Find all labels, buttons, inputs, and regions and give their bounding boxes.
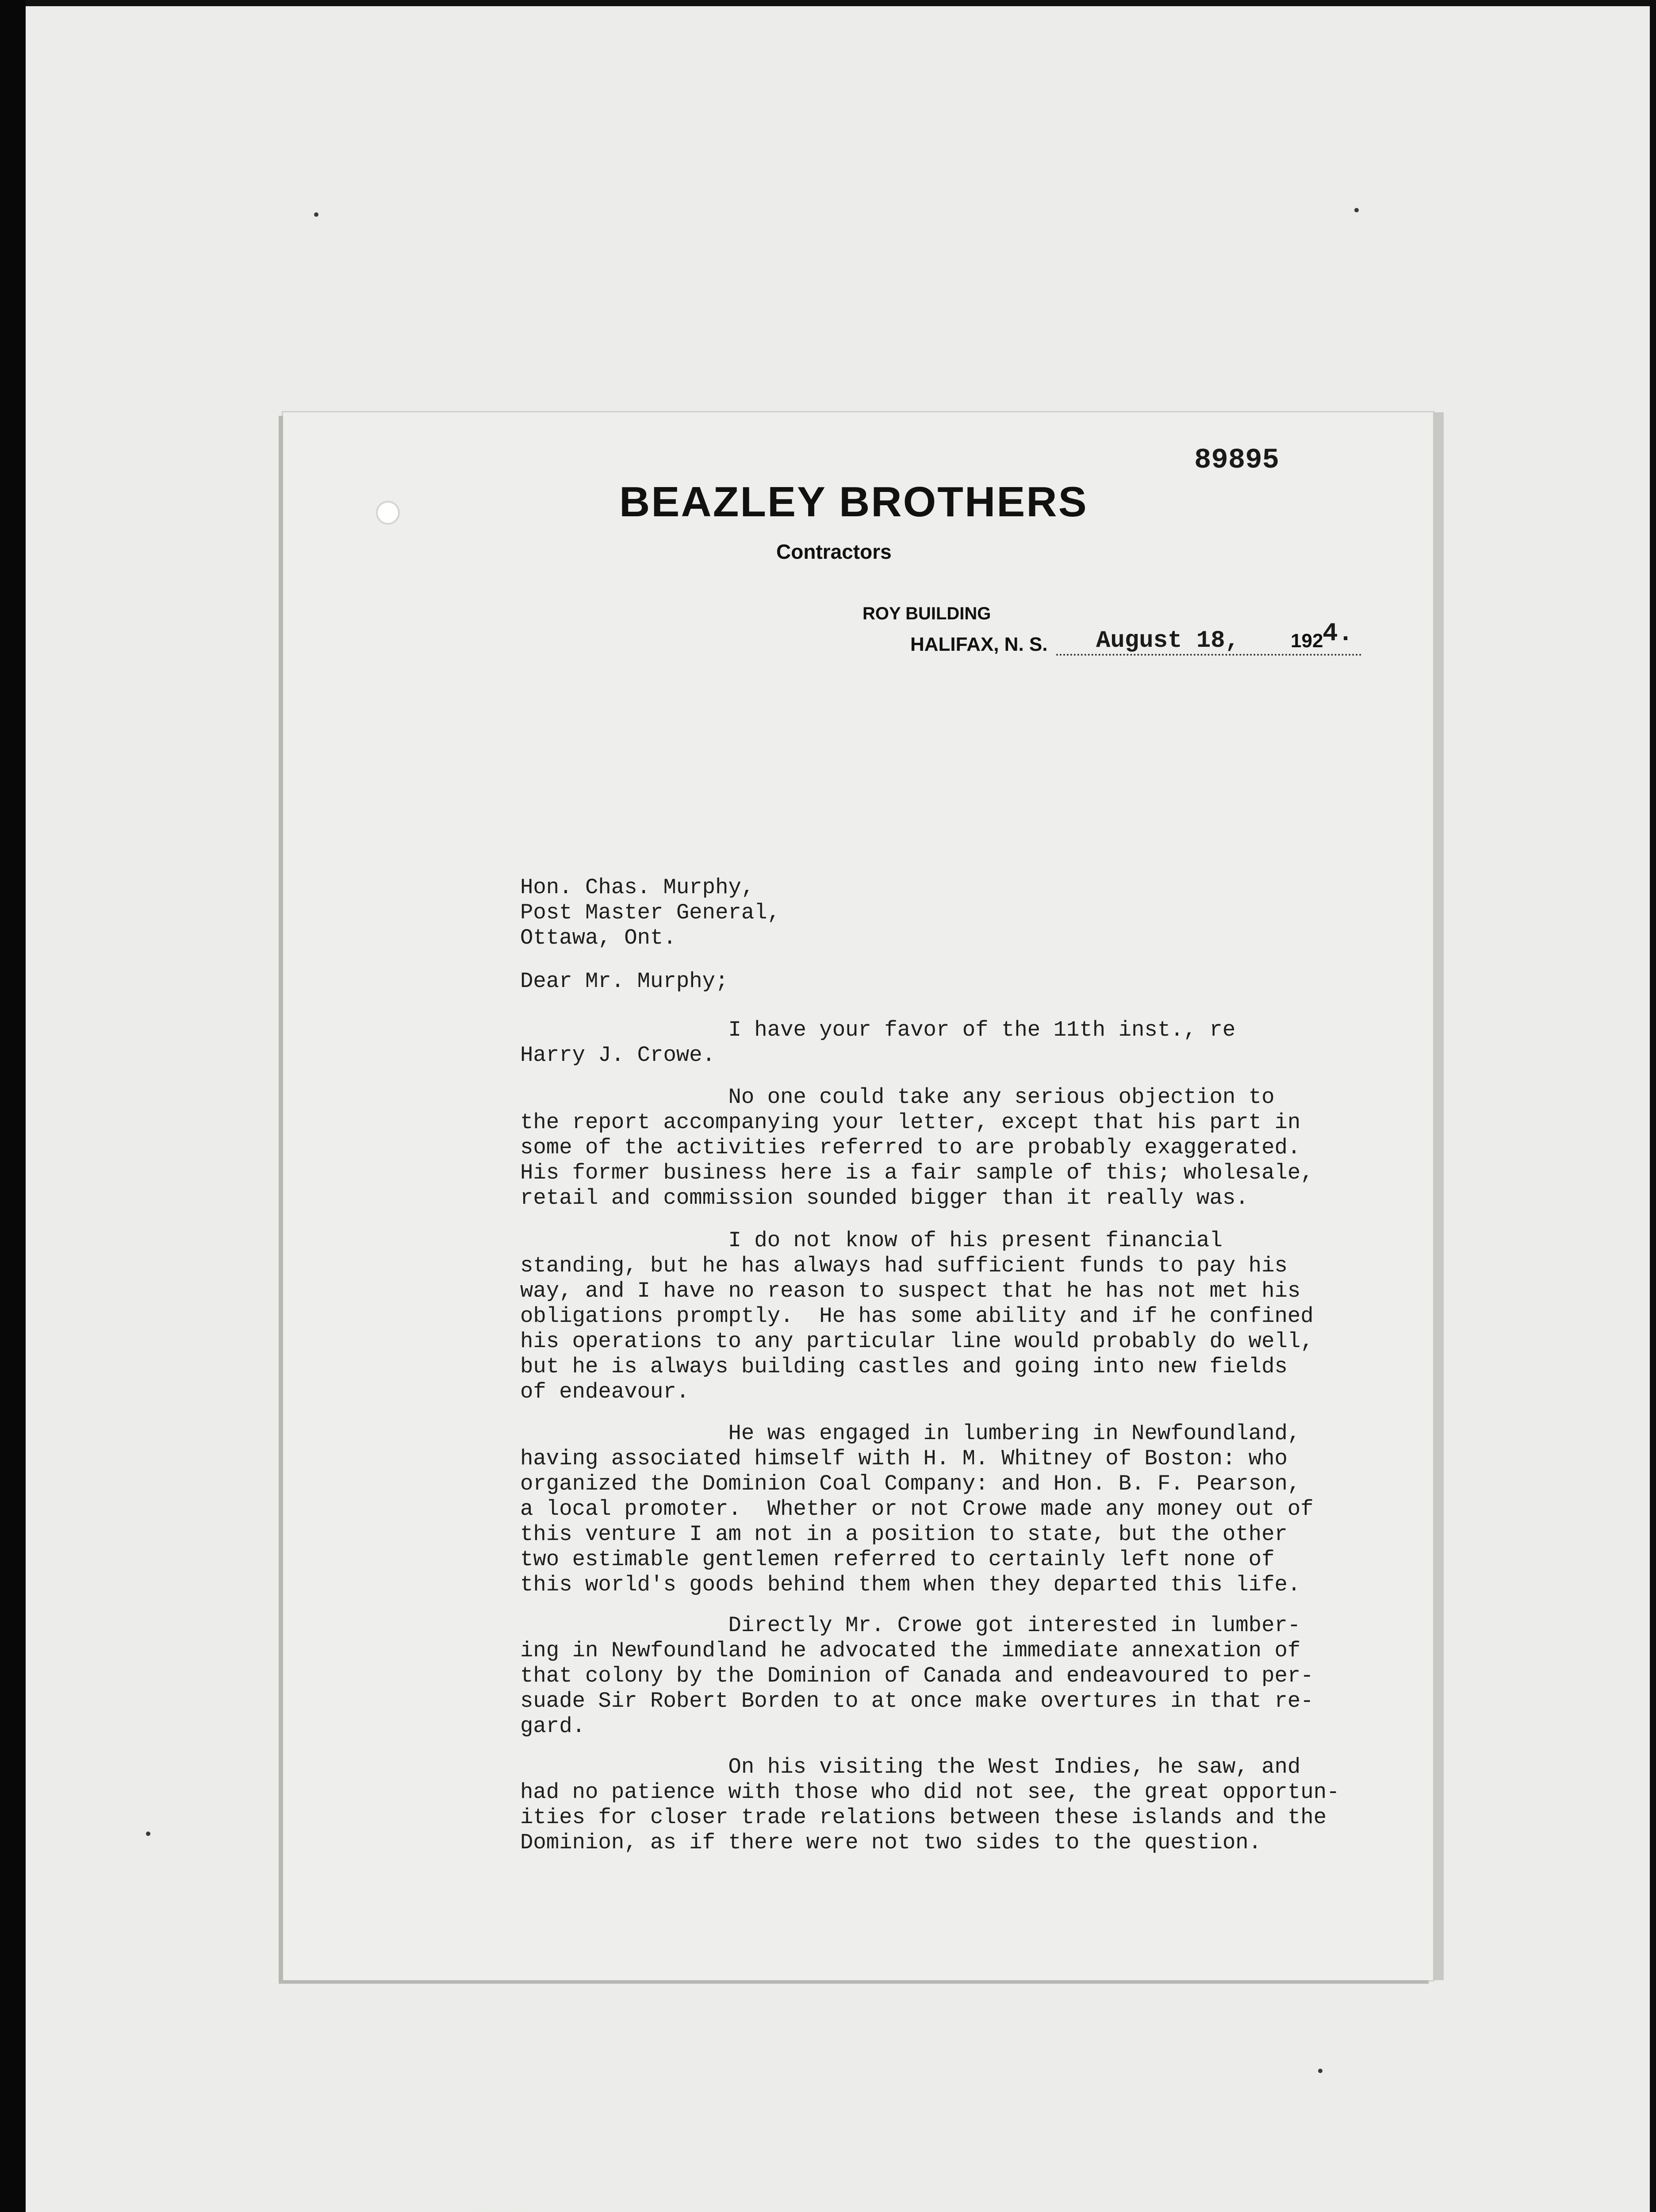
paragraph-4: He was engaged in lumbering in Newfoundland, having associated himself with H. M. Whitney of Boston: who organized the Dominion Coal Company: and Hon. B. F. Pearson, a local promoter. Whether or not Crowe made any money out of this venture I am not in a position to state, but the other two estimable gentlemen referred to certainly left none of this world's goods behind them when they departed this life.: [520, 1421, 1314, 1597]
film-frame-right: [1650, 0, 1656, 2212]
document-number: 89895: [1194, 445, 1280, 476]
paragraph-2: No one could take any serious objection to the report accompanying your letter, except that his part in some of the activities referred to are probably exaggerated. His former business here is a fair sample of this; wholesale, retail and commission sounded bigger than it really was.: [520, 1085, 1314, 1210]
letterhead-company: BEAZLEY BROTHERS: [619, 478, 1088, 526]
film-frame-left: [0, 0, 26, 2212]
paragraph-5: Directly Mr. Crowe got interested in lumber- ing in Newfoundland he advocated the immediate annexation of that colony by the Dominion of Canada and endeavoured to per- suade Sir Robert Borden to at once make overtures in that re- gard.: [520, 1613, 1314, 1739]
paragraph-1: I have your favor of the 11th inst., re Harry J. Crowe.: [520, 1018, 1236, 1068]
film-frame-top: [0, 0, 1656, 6]
letter-date: August 18,: [1096, 627, 1240, 654]
punch-hole: [378, 503, 398, 523]
letterhead-subtitle: Contractors: [776, 540, 892, 563]
speck: [314, 212, 318, 217]
letter-year-prefix: 192: [1291, 630, 1323, 652]
paragraph-3: I do not know of his present financial standing, but he has always had sufficient funds to pay his way, and I have no reason to suspect that he has not met his obligations promptly. He has some ability and if he confined his operations to any particular line would probably do well, but he is always building castles and going into new fields of endeavour.: [520, 1228, 1314, 1404]
speck: [1354, 208, 1359, 212]
letterhead-building: ROY BUILDING: [862, 604, 991, 623]
speck: [1318, 2069, 1322, 2073]
speck: [146, 1832, 150, 1836]
salutation: Dear Mr. Murphy;: [520, 969, 728, 994]
paragraph-6: On his visiting the West Indies, he saw, and had no patience with those who did not see, the great opportun- ities for closer trade relations between these islands and the Dominion, as if there were not two sides to the question.: [520, 1755, 1340, 1855]
letter-year-digit: 4.: [1322, 619, 1353, 648]
letterhead-city: HALIFAX, N. S.: [910, 634, 1048, 655]
recipient-address: Hon. Chas. Murphy, Post Master General, Ottawa, Ont.: [520, 875, 781, 950]
